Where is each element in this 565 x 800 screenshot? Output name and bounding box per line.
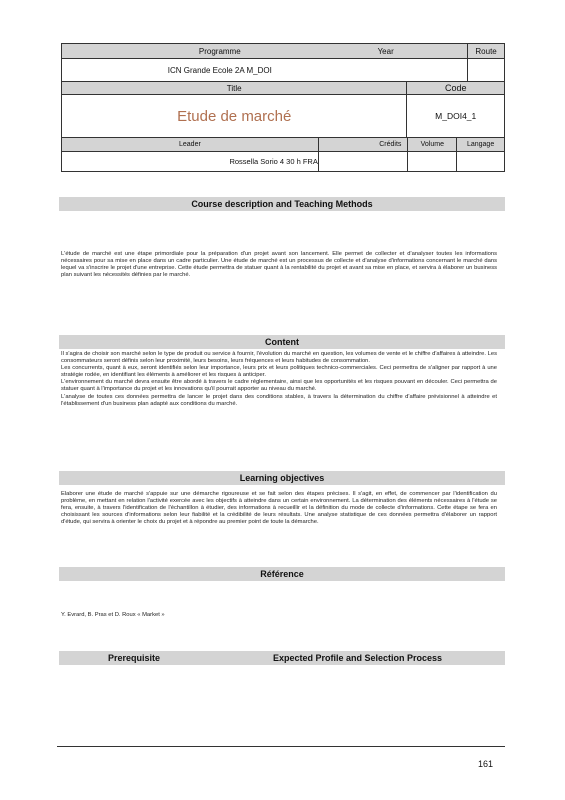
reference-entry: Y. Evrard, B. Pras et D. Roux « Market »: [61, 612, 165, 618]
programme-label: Programme: [198, 46, 241, 56]
reference-heading: Référence: [59, 567, 505, 581]
learning-objectives-text: [61, 491, 497, 526]
reference-text: [61, 612, 497, 619]
page-number: 161: [478, 759, 494, 769]
course-description-heading: Course description and Teaching Methods: [59, 197, 505, 211]
leader-label: Leader: [179, 141, 201, 148]
footer-divider: [57, 746, 505, 747]
credits-label: Crédits: [318, 138, 408, 151]
course-title: Etude de marché: [177, 107, 292, 125]
course-code: M_DOI4_1: [406, 95, 504, 137]
expected-profile-heading: Expected Profile and Selection Process: [273, 653, 443, 663]
year-label: Year: [377, 46, 394, 56]
content-paragraph: L'environnement du marché devra ensuite être abordé à travers le cadre réglementaire, ainsi que les opportunités et les risques pouvant en découler. Ceci permettra de statuer quant à l'importance du projet et les innovations qu'il pourrait apporter au niveau du marché.: [61, 379, 497, 393]
course-description-paragraph: L'étude de marché est une étape primordiale pour la préparation d'un projet avant son lancement. Elle permet de collecter et d'analyser toutes les informations nécessaires pour sa mise en place dans un cadre particulier. Une étude de marché est un processus de collecte et d'analyse d'informations concernant le marché dans lequel va s'inscrire le projet d'une entreprise. Cette étude permettra de statuer quant à la rentabilité du projet et avant sa mise en place, et servira à élaborer un business plan suivant les nécessités définies par le marché.: [61, 251, 497, 279]
route-value: [467, 59, 504, 81]
learning-objectives-paragraph: Elaborer une étude de marché s'appuie sur une démarche rigoureuse et se fait selon des étapes précises. Il s'agit, en effet, de commencer par l'identification du problème, en mettant en relation l'activité exercée avec les objectifs à atteindre dans un certain environnement. La détermination des éléments nécessaires à l'étude se fera, ensuite, à travers l'identification de l'échantillon à étudier, des informations à recueillir et la définition du mode de collecte d'informations. Cette étape se fera en choisissant les sources d'informations selon leur fiabilité et la crédibilité de leurs résultats. Une analyse statistique de ces données permettra d'élaborer un rapport d'étude, qui servira à orienter le choix du projet et à répondre au premier point de toute la démarche.: [61, 491, 497, 526]
content-paragraph: Les concurrents, quant à eux, seront identifiés selon leur importance, leurs prix et leurs politiques technico-commerciales. Ceci permettra de s'aligner par rapport à une stratégie rodée, en identifiant les éléments à améliorer et les risques à anticiper.: [61, 365, 497, 379]
content-paragraph: Il s'agira de choisir son marché selon le type de produit ou service à fournir, l'évolution du marché en question, les volumes de vente et le chiffre d'affaires à atteindre. Les consommateurs seront définis selon leur proximité, leurs besoins, leurs fréquences et leurs habitudes de consommation.: [61, 351, 497, 365]
language-label: Langage: [456, 138, 504, 151]
prerequisite-heading: Prerequisite: [108, 653, 161, 663]
content-heading: Content: [59, 335, 505, 349]
title-label: Title: [226, 83, 242, 93]
code-label: Code: [406, 82, 504, 94]
prerequisite-bar: [59, 651, 505, 665]
programme-value: ICN Grande Ecole 2A M_DOI: [167, 65, 272, 75]
route-label: Route: [467, 44, 504, 58]
course-description-text: [61, 251, 497, 279]
learning-objectives-heading: Learning objectives: [59, 471, 505, 485]
volume-label: Volume: [407, 138, 456, 151]
course-header-table: [61, 43, 505, 172]
leader-value: Rossella Sorio 4 30 h FRA: [229, 157, 318, 166]
content-text: [61, 351, 497, 408]
content-paragraph: L'analyse de toutes ces données permettra de lancer le projet dans des conditions stables, à travers la détermination du chiffre d'affaire prévisionnel à atteindre et l'établissement d'un business plan adapté aux conditions du marché.: [61, 393, 497, 407]
